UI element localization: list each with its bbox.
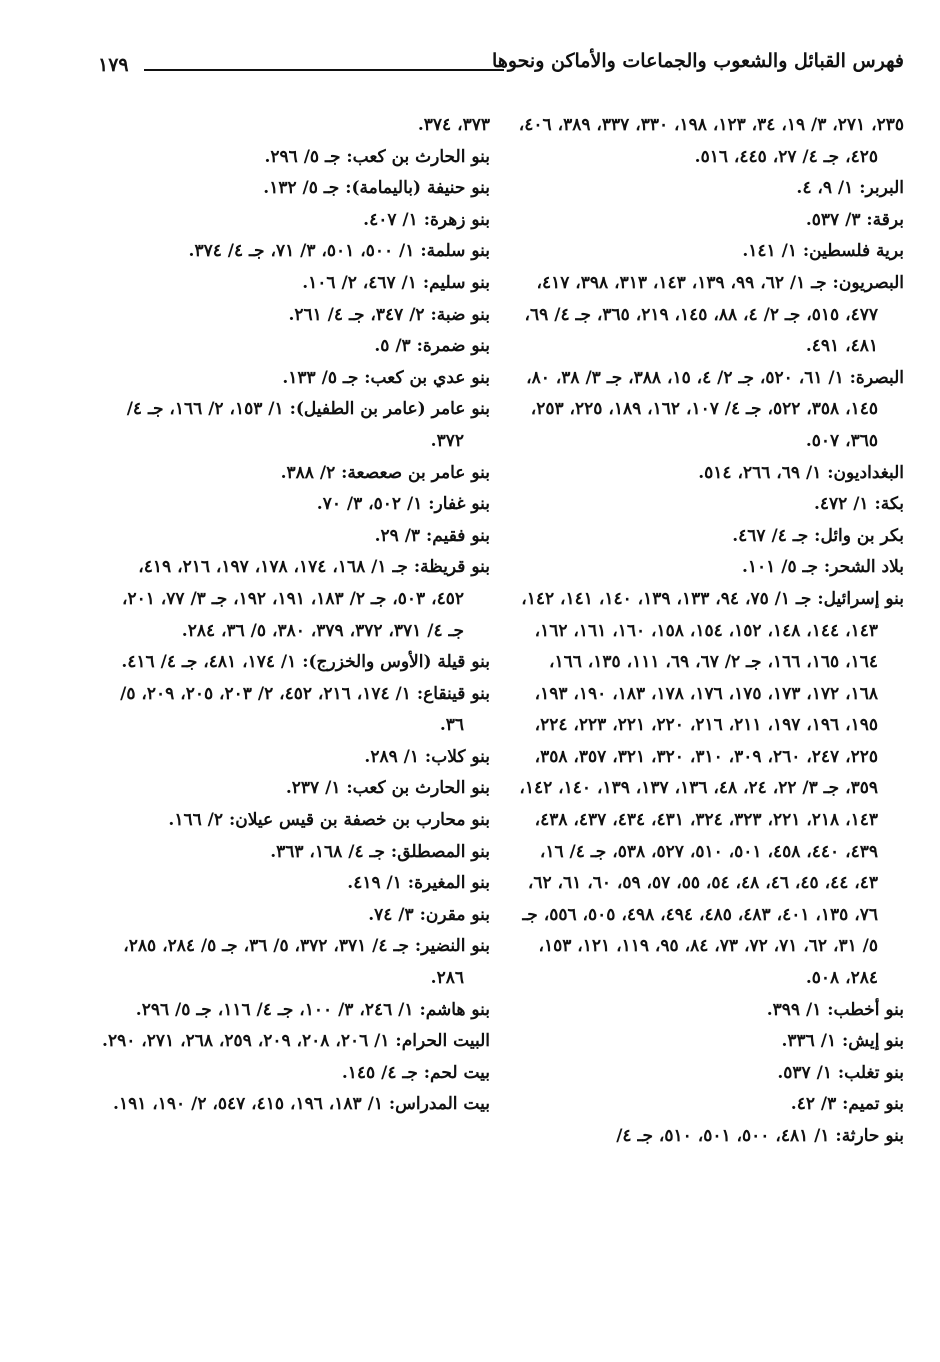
index-entry: البصرة: ١/ ٦١، ٥٢٠، جـ ٢/ ٤، ١٥، ٣٨٨، جـ ٣/ ٣٨، ٨٠، ١٤٥، ٣٥٨، ٥٢٢، جـ ٤/ ١٠٧، ١٦٢، ١٨٩، ٢٢٥، ٢٥٣، ٣٦٥، ٥٠٧.	[526, 367, 904, 451]
index-entry: بنو مقرن: ٣/ ٧٤.	[368, 904, 490, 925]
index-entry: بنو أخطب: ١/ ٣٩٩.	[766, 999, 904, 1020]
index-entry: بكة: ١/ ٤٧٢.	[813, 494, 904, 515]
index-entry: البربر: ١/ ٩، ٤.	[796, 178, 904, 199]
index-entry: بنو عامر بن صعصعة: ٢/ ٣٨٨.	[280, 462, 490, 483]
index-entry: بلاد الشحر: جـ ٥/ ١٠١.	[742, 557, 904, 578]
index-entry: بنو قينقاع: ١/ ١٧٤، ٢١٦، ٤٥٢، ٢/ ٢٠٣، ٢٠٥، ٢٠٩، ٥/ ٣٦.	[120, 683, 490, 736]
index-entry: بنو تغلب: ١/ ٥٣٧.	[777, 1062, 904, 1083]
index-entry: برية فلسطين: ١/ ١٤١.	[742, 241, 904, 262]
index-entry: بنو عدي بن كعب: جـ ٥/ ١٣٣.	[282, 367, 490, 388]
index-entry: بنو ضبة: ٢/ ٣٤٧، جـ ٤/ ٢٦١.	[288, 304, 490, 325]
page-header	[92, 44, 904, 88]
index-entry: بنو ضمرة: ٣/ ٥.	[374, 336, 490, 357]
index-entry: بيت لحم: جـ ٤/ ١٤٥.	[341, 1062, 490, 1083]
index-entry: بنو الحارث بن كعب: ١/ ٢٣٧.	[285, 778, 490, 799]
index-entry: بنو المغيرة: ١/ ٤١٩.	[347, 873, 490, 894]
index-entry: بنو عامر (عامر بن الطفيل): ١/ ١٥٣، ٢/ ١٦٦، جـ ٤/ ٣٧٢.	[126, 399, 490, 451]
index-entry: ٢٣٥، ٢٧١، ٣/ ١٩، ٣٤، ١٢٣، ١٩٨، ٣٣٠، ٣٣٧، ٣٨٩، ٤٠٦، ٤٢٥، جـ ٤/ ٢٧، ٤٤٥، ٥١٦.	[518, 115, 904, 167]
index-column-left	[102, 110, 490, 1121]
index-entry: بنو حارثة: ١/ ٤٨١، ٥٠٠، ٥٠١، ٥١٠، جـ ٤/	[616, 1126, 904, 1146]
index-entry: بنو تميم: ٣/ ٤٢.	[790, 1094, 904, 1115]
index-entry: بنو كلاب: ١/ ٢٨٩.	[364, 746, 490, 767]
index-entry: بكر بن وائل: جـ ٤/ ٤٦٧.	[732, 525, 904, 546]
index-entry: بنو إسرائيل: جـ ١/ ٧٥، ٩٤، ١٣٣، ١٣٩، ١٤٠، ١٤١، ١٤٢، ١٤٣، ١٤٤، ١٤٨، ١٥٢، ١٥٤، ١٥٨، ١٦٠، ١٦١، ١٦٢، ١٦٤، ١٦٥، ١٦٦، جـ ٢/ ٦٧، ٦٩، ١١١، ١٣٥، ١٦٦، ١٦٨، ١٧٢، ١٧٣، ١٧٥، ١٧٦، ١٧٨، ١٨٣، ١٩٠، ١٩٣، ١٩٥، ١٩٦، ١٩٧، ٢١١، ٢١٦، ٢٢٠، ٢٢١، ٢٢٣، ٢٢٤، ٢٢٥، ٢٤٧، ٢٦٠، ٣٠٩، ٣١٠، ٣٢٠، ٣٢١، ٣٥٧، ٣٥٨، ٣٥٩، جـ ٣/ ٢٢، ٢٤، ٤٨، ١٣٦، ١٣٧، ١٣٩، ١٤٠، ١٤٢، ١٤٣، ٢١٨، ٢٢١، ٣٢٣، ٣٢٤، ٤٣١، ٤٣٤، ٤٣٧، ٤٣٨، ٤٣٩، ٤٤٠، ٤٥٨، ٥٠١، ٥١٠، ٥٢٧، ٥٣٨، جـ ٤/ ١٦، ٤٣، ٤٤، ٤٥، ٤٦، ٤٨، ٥٤، ٥٥، ٥٧، ٥٩، ٦٠، ٦١، ٦٢، ٧٦، ١٣٥، ٤٠١، ٤٨٣، ٤٨٥، ٤٩٤، ٤٩٨، ٥٠٥، ٥٥٦، جـ ٥/ ٣١، ٦٢، ٧١، ٧٢، ٧٣، ٨٤، ٩٥، ١١٩، ١٢١، ١٥٣، ٢٨٤، ٥٠٨.	[519, 588, 904, 989]
index-entry: البغداديون: ١/ ٦٩، ٢٦٦، ٥١٤.	[698, 462, 904, 483]
header-rule	[144, 69, 504, 71]
index-entry: بنو محارب بن خصفة بن قيس عيلان: ٢/ ١٦٦.	[168, 810, 490, 831]
index-entry: بنو غفار: ١/ ٥٠٢، ٣/ ٧٠.	[316, 494, 490, 515]
index-entry: بنو إيش: ١/ ٣٣٦.	[781, 1031, 904, 1052]
index-entry: بنو هاشم: ١/ ٢٤٦، ٣/ ١٠٠، جـ ٤/ ١١٦، جـ ٥/ ٢٩٦.	[135, 999, 490, 1020]
index-entry: برقة: ٣/ ٥٣٧.	[805, 209, 904, 230]
index-entry: بنو قريظة: جـ ١/ ١٦٨، ١٧٤، ١٧٨، ١٩٧، ٢١٦، ٤١٩، ٤٥٢، ٥٠٣، جـ ٢/ ١٨٣، ١٩١، ١٩٢، جـ ٣/ ٧٧، ٢٠١، جـ ٤/ ٣٧١، ٣٧٢، ٣٧٩، ٣٨٠، ٥/ ٣٦، ٢٨٤.	[121, 557, 490, 641]
index-entry: بنو قيلة (الأوس والخزرج): ١/ ١٧٤، ٤٨١، جـ ٤/ ٤١٦.	[121, 652, 490, 673]
index-entry: البيت الحرام: ١/ ٢٠٦، ٢٠٨، ٢٠٩، ٢٥٩، ٢٦٨، ٢٧١، ٢٩٠.	[102, 1031, 490, 1052]
index-entry: بنو حنيفة (باليمامة): جـ ٥/ ١٣٢.	[263, 178, 490, 199]
running-title: فهرس القبائل والشعوب والجماعات والأماكن ونحوها	[492, 50, 904, 72]
index-entry: بنو سلمة: ١/ ٥٠٠، ٥٠١، ٣/ ٧١، جـ ٤/ ٣٧٤.	[188, 241, 490, 262]
index-entry: بيت المدراس: ١/ ١٨٣، ١٩٦، ٤١٥، ٥٤٧، ٢/ ١٩٠، ١٩١.	[113, 1094, 490, 1115]
index-entry: بنو سليم: ١/ ٤٦٧، ٢/ ١٠٦.	[302, 272, 490, 293]
index-entry: بنو فقيم: ٣/ ٢٩.	[374, 525, 490, 546]
page-number: ١٧٩	[98, 54, 129, 76]
index-entry: البصريون: جـ ١/ ٦٢، ٩٩، ١٣٩، ١٤٣، ٣١٣، ٣٩٨، ٤١٧، ٤٧٧، ٥١٥، جـ ٢/ ٤، ٨٨، ١٤٥، ٢١٩، ٣٦٥، جـ ٤/ ٦٩، ٤٨١، ٤٩١.	[524, 272, 904, 357]
index-entry: بنو الحارث بن كعب: جـ ٥/ ٢٩٦.	[264, 146, 490, 167]
index-entry: بنو المصطلق: جـ ٤/ ١٦٨، ٣٦٣.	[270, 841, 490, 862]
index-entry: بنو النضير: جـ ٤/ ٣٧١، ٣٧٢، ٥/ ٣٦، جـ ٥/ ٢٨٤، ٢٨٥، ٢٨٦.	[123, 936, 490, 989]
index-entry: ٣٧٣، ٣٧٤.	[417, 115, 490, 135]
index-column-right	[518, 110, 904, 1153]
index-entry: بنو زهرة: ١/ ٤٠٧.	[363, 209, 490, 230]
